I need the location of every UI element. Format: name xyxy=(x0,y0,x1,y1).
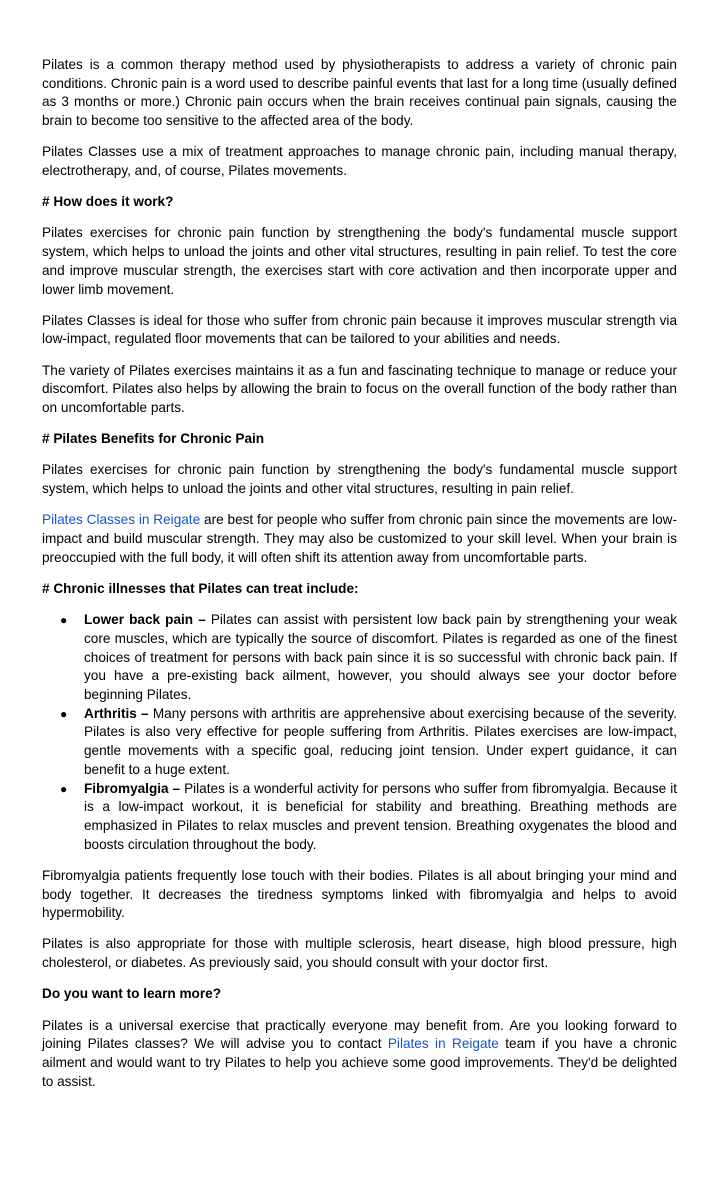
bullet-icon: ● xyxy=(60,781,68,796)
list-item-text: Many persons with arthritis are apprehensive about exercising because of the severity. Pilates is also very effective for people suffering from Arthritis. Pilates exercises are low-impact, gentle movements with a specific goal, reducing joint tension. Under expert guidance, it can benefit to a huge extent. xyxy=(84,705,677,777)
classes-paragraph: Pilates Classes use a mix of treatment approaches to manage chronic pain, including manual therapy, electrotherapy, and, of course, Pilates movements. xyxy=(42,144,677,179)
list-item-term: Arthritis – xyxy=(84,705,149,721)
benefits-paragraph: Pilates exercises for chronic pain function by strengthening the body's fundamental muscle support system, which helps to unload the joints and other vital structures, resulting in pain relief. xyxy=(42,462,677,497)
illness-list xyxy=(42,611,677,854)
reigate-classes-text: are best for people who suffer from chronic pain since the movements are low-impact and build muscular strength. They may also be customized to your skill level. When your brain is preoccupied with the full body, it will often shift its attention away from uncomfortable parts. xyxy=(42,512,677,565)
pilates-in-reigate-link[interactable]: Pilates in Reigate xyxy=(387,1036,499,1052)
heading-learn-more: Do you want to learn more? xyxy=(42,986,222,1002)
heading-chronic-illnesses: # Chronic illnesses that Pilates can treat include: xyxy=(42,580,359,596)
list-item-text: Pilates is a wonderful activity for persons who suffer from fibromyalgia. Because it is a low-impact workout, it is beneficial for stability and breathing. Breathing methods are emphasized in Pilates to relax muscles and prevent tension. Breathing oxygenates the blood and boosts circulation throughout the body. xyxy=(84,780,677,852)
list-item xyxy=(42,780,677,855)
list-item-text: Pilates can assist with persistent low back pain by strengthening your weak core muscles, which are typically the source of discomfort. Pilates is regarded as one of the finest choices of treatment for persons with back pain since it is so successful with chronic back pain. If you have a pre-existing back ailment, however, you should always see your doctor before beginning Pilates. xyxy=(84,612,678,702)
document-page xyxy=(42,56,677,1104)
bullet-icon: ● xyxy=(60,706,68,721)
learn-more-paragraph xyxy=(42,1017,677,1092)
variety-paragraph: The variety of Pilates exercises maintains it as a fun and fascinating technique to manage or reduce your discomfort. Pilates also helps by allowing the brain to focus on the overall function of the body rather than on uncomfortable parts. xyxy=(42,362,677,416)
heading-how-does-it-work: # How does it work? xyxy=(42,194,174,210)
list-item xyxy=(42,611,677,705)
pilates-classes-reigate-link[interactable]: Pilates Classes in Reigate xyxy=(42,512,201,528)
list-item-term: Lower back pain – xyxy=(84,612,206,628)
list-item-term: Fibromyalgia – xyxy=(84,780,181,796)
bullet-icon: ● xyxy=(60,613,68,628)
reigate-classes-paragraph xyxy=(42,511,677,567)
how-it-works-paragraph: Pilates exercises for chronic pain function by strengthening the body's fundamental muscle support system, which helps to unload the joints and other vital structures, resulting in pain relief. To test the core and improve muscular strength, the exercises start with core activation and then incorporate upper and lower limb movement. xyxy=(42,225,677,297)
ideal-for-paragraph: Pilates Classes is ideal for those who suffer from chronic pain because it improves muscular strength via low-impact, regulated floor movements that can be tailored to your abilities and needs. xyxy=(42,312,677,347)
list-item xyxy=(42,705,677,780)
learn-more-text-end: team if you have a chronic ailment and would want to try Pilates to help you achieve some good improvements. They'd be delighted to assist. xyxy=(42,1036,677,1089)
learn-more-text-start: Pilates is a universal exercise that practically everyone may benefit from. Are you looking forward to joining Pilates classes? We will advise you to contact xyxy=(42,1017,677,1052)
intro-paragraph: Pilates is a common therapy method used by physiotherapists to address a variety of chronic pain conditions. Chronic pain is a word used to describe painful events that last for a long time (usually defined as 3 months or more.) Chronic pain occurs when the brain receives continual pain signals, causing the brain to become too sensitive to the affected area of the body. xyxy=(42,57,677,129)
heading-benefits: # Pilates Benefits for Chronic Pain xyxy=(42,431,265,447)
fibromyalgia-paragraph: Fibromyalgia patients frequently lose touch with their bodies. Pilates is all about bringing your mind and body together. It decreases the tiredness symptoms linked with fibromyalgia and helps to avoid hypermobility. xyxy=(42,867,677,921)
other-conditions-paragraph: Pilates is also appropriate for those with multiple sclerosis, heart disease, high blood pressure, high cholesterol, or diabetes. As previously said, you should consult with your doctor first. xyxy=(42,936,677,971)
